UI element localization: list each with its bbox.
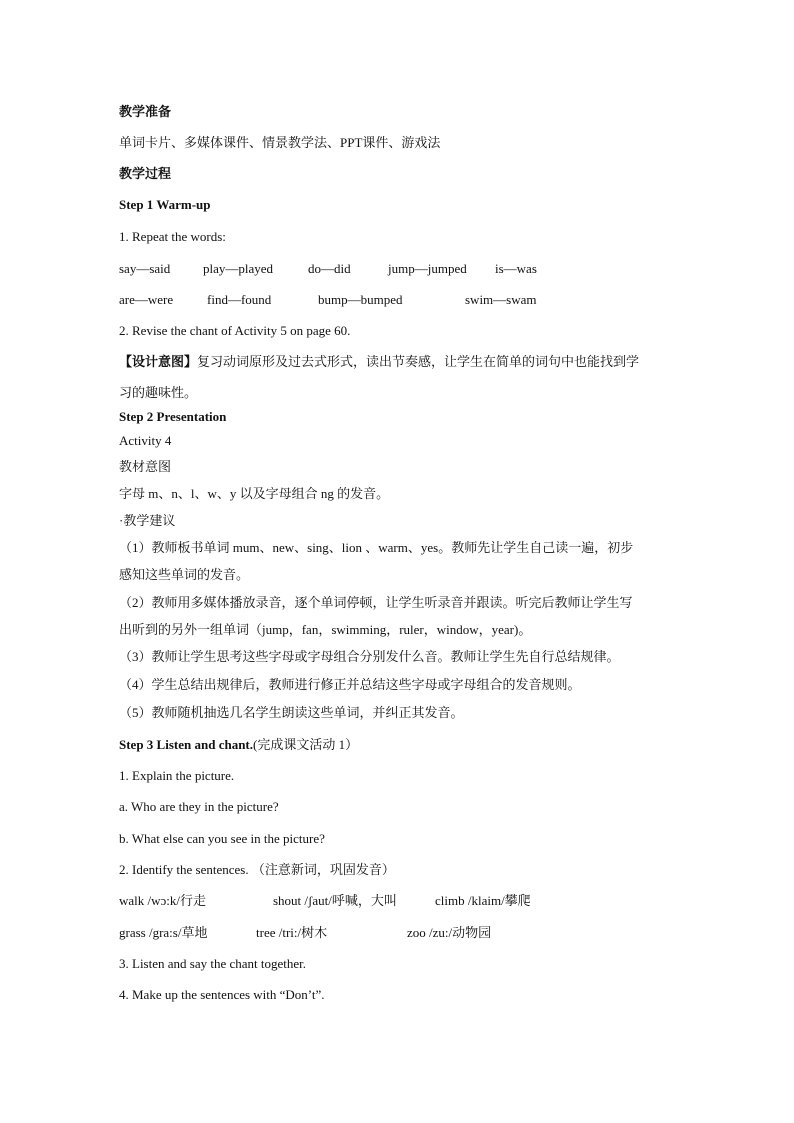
step2-activity: Activity 4 bbox=[119, 433, 172, 448]
step3-item3: 3. Listen and say the chant together. bbox=[119, 956, 307, 971]
suggestion-2: （2）教师用多媒体播放录音，逐个单词停顿，让学生听录音并跟读。听完后教师让学生写 bbox=[119, 595, 633, 610]
design-intent bbox=[119, 353, 639, 371]
step3-question-a: a. Who are they in the picture? bbox=[119, 799, 279, 814]
step3-title: Step 3 Listen and chant. bbox=[119, 737, 253, 752]
verb-pair: bump—bumped bbox=[318, 292, 403, 307]
vocab-item: walk /wɔ:k/行走 bbox=[119, 893, 207, 908]
verb-pairs-row-1 bbox=[119, 260, 719, 278]
process-heading: 教学过程 bbox=[119, 166, 172, 181]
suggestion-1: （1）教师板书单词 mum、new、sing、lion 、warm、yes。教师先让学生自己读一遍，初步 bbox=[119, 540, 634, 555]
material-text: 字母 m、n、l、w、y 以及字母组合 ng 的发音。 bbox=[119, 486, 390, 501]
vocab-item: shout /ʃaut/呼喊，大叫 bbox=[273, 893, 397, 908]
step1-item1: 1. Repeat the words: bbox=[119, 229, 226, 244]
verb-pair: do—did bbox=[308, 261, 351, 276]
step3-item1: 1. Explain the picture. bbox=[119, 768, 235, 783]
step1-title: Step 1 Warm-up bbox=[119, 197, 211, 212]
suggestion-1-cont: 感知这些单词的发音。 bbox=[119, 567, 250, 582]
verb-pair: is—was bbox=[495, 261, 537, 276]
suggestion-4: （4）学生总结出规律后，教师进行修正并总结这些字母或字母组合的发音规则。 bbox=[119, 677, 581, 692]
design-intent-text: 复习动词原形及过去式形式，读出节奏感，让学生在简单的词句中也能找到学 bbox=[197, 354, 640, 369]
step3-item2: 2. Identify the sentences. （注意新词，巩固发音） bbox=[119, 862, 395, 877]
verb-pair: find—found bbox=[207, 292, 272, 307]
step3-item4: 4. Make up the sentences with “Don’t”. bbox=[119, 987, 325, 1002]
step3-title-note: (完成课文活动 1） bbox=[253, 737, 359, 752]
vocab-item: tree /tri:/树木 bbox=[256, 925, 328, 940]
step3-title-line bbox=[119, 736, 358, 754]
design-intent-label: 【设计意图】 bbox=[119, 354, 198, 369]
vocab-row-2 bbox=[119, 924, 719, 942]
vocab-item: grass /gra:s/草地 bbox=[119, 925, 208, 940]
step3-question-b: b. What else can you see in the picture? bbox=[119, 831, 325, 846]
verb-pair: say—said bbox=[119, 261, 171, 276]
vocab-item: zoo /zu:/动物园 bbox=[407, 925, 492, 940]
verb-pair: are—were bbox=[119, 292, 174, 307]
vocab-item: climb /klaim/攀爬 bbox=[435, 893, 531, 908]
design-intent-cont: 习的趣味性。 bbox=[119, 385, 198, 400]
suggestion-2-cont: 出听到的另外一组单词（jump，fan，swimming，ruler，window，year)。 bbox=[119, 622, 532, 637]
step1-item2: 2. Revise the chant of Activity 5 on page 60. bbox=[119, 323, 351, 338]
suggest-heading: ·教学建议 bbox=[119, 513, 176, 528]
prep-heading: 教学准备 bbox=[119, 104, 172, 119]
verb-pair: swim—swam bbox=[465, 292, 537, 307]
prep-text: 单词卡片、多媒体课件、情景教学法、PPT课件、游戏法 bbox=[119, 135, 441, 150]
suggestion-5: （5）教师随机抽选几名学生朗读这些单词，并纠正其发音。 bbox=[119, 705, 464, 720]
vocab-row-1 bbox=[119, 892, 719, 910]
verb-pair: play—played bbox=[203, 261, 274, 276]
material-heading: 教材意图 bbox=[119, 459, 172, 474]
step2-title: Step 2 Presentation bbox=[119, 409, 227, 424]
verb-pairs-row-2 bbox=[119, 291, 719, 309]
verb-pair: jump—jumped bbox=[388, 261, 467, 276]
suggestion-3: （3）教师让学生思考这些字母或字母组合分别发什么音。教师让学生先自行总结规律。 bbox=[119, 649, 620, 664]
